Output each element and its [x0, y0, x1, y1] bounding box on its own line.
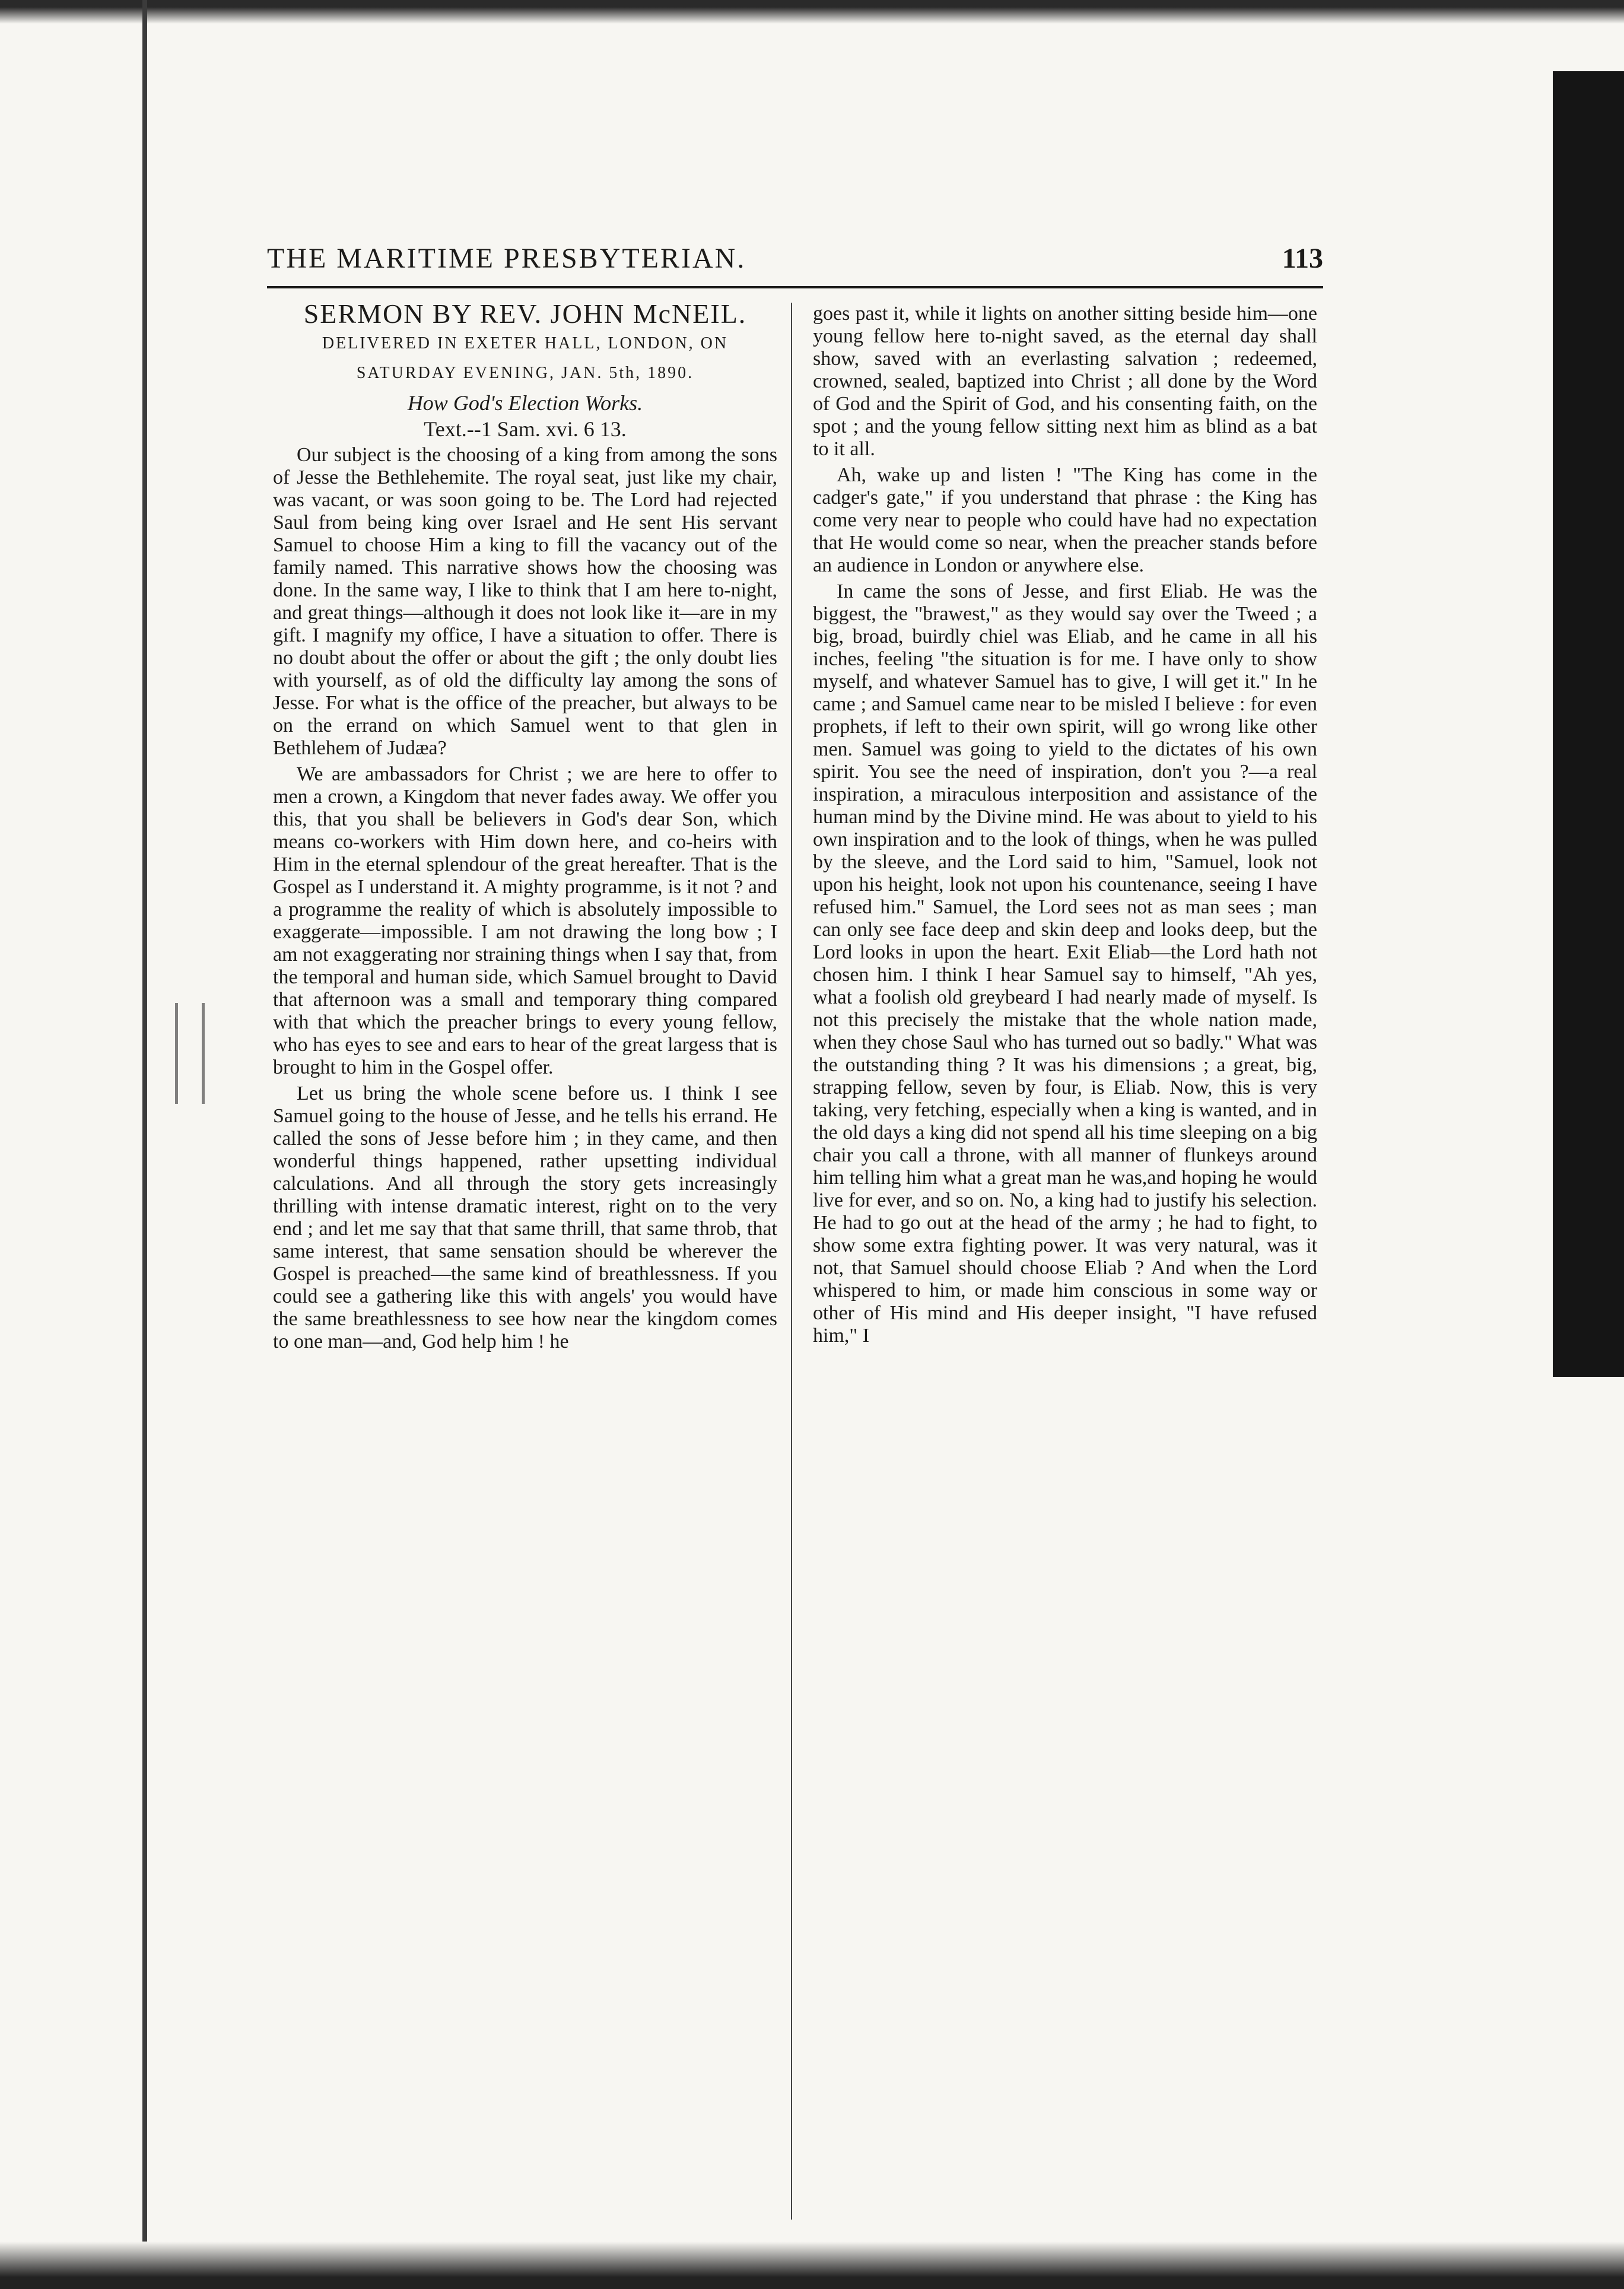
- paragraph: Let us bring the whole scene before us. I think I see Samuel going to the house of Jesse, and he tells his errand. He called the sons of Jesse before him ; in they came, and then wonderful things happened, rather upsetting individual calculations. And all through the story gets increasingly thrilling with intense dramatic interest, right on to the very end ; and let me say that that same thrill, that same throb, that same interest, that same sensation should be wherever the Gospel is preached—the same kind of breathlessness. If you could see a gathering like this with angels' you would have the same breathlessness to see how near the kingdom comes to one man—and, God help him ! he: [273, 1082, 777, 1353]
- scan-edge-bottom: [0, 2242, 1624, 2289]
- article-title: SERMON BY REV. JOHN McNEIL.: [303, 303, 747, 329]
- paragraph: Our subject is the choosing of a king from among the sons of Jesse the Bethlehemite. The royal seat, just like my chair, was vacant, or was soon going to be. The Lord had rejected Saul from being king over Israel and He sent His servant Samuel to choose Him a king to fill the vacancy out of the family named. This narrative shows how the choosing was done. In the same way, I like to think that I am here to-night, and great things—although it does not look like it—are in my gift. I magnify my office, I have a situation to offer. There is no doubt about the offer or about the gift ; the only doubt lies with yourself, as of old the difficulty lay among the sons of Jesse. For what is the office of the preacher, but always to be on the errand on which Samuel went to that glen in Bethlehem of Judæa?: [273, 444, 777, 759]
- column-divider: [791, 303, 792, 2220]
- journal-title: THE MARITIME PRESBYTERIAN.: [267, 242, 746, 274]
- paragraph: In came the sons of Jesse, and first Eliab. He was the biggest, the "brawest," as they would say over the Tweed ; a big, broad, buirdly chiel was Eliab, and he came in all his inches, feeling "the situation is for me. I have only to show myself, and whatever Samuel has to give, I will get it." In he came ; and Samuel came near to be misled I believe : for even prophets, if left to their own spirit, will go wrong like other men. Samuel was going to yield to the dictates of his own spirit. You see the need of inspiration, don't you ?—a real inspiration, a miraculous interposition and assistance of the human mind by the Divine mind. He was about to yield to his own inspiration and to the look of things, when he was pulled by the sleeve, and the Lord said to him, "Samuel, look not upon his height, look not upon his countenance, seeing I have refused him." Samuel, the Lord sees not as man sees ; man can only see face deep and skin deep and looks deep, but the Lord looks in upon the heart. Exit Eliab—the Lord hath not chosen him. I think I hear Samuel say to himself, "Ah yes, what a foolish old greybeard I had nearly made of myself. Is not this precisely the mistake that the whole nation made, when they chose Saul who has turned out so badly." What was the outstanding thing ? It was his dimensions ; a great, big, strapping fellow, seven by four, is Eliab. Now, this is very taking, very fetching, especially when a king is wanted, and in the old days a king did not spend all his time sleeping on a big chair you call a throne, with all manner of flunkeys around him telling him what a great man he was,and hoping he would live for ever, and so on. No, a king had to justify his selection. He had to go out at the head of the army ; he had to fight, to show some extra fighting power. It was very natural, was it not, that Samuel should choose Eliab ? And when the Lord whispered to him, or made him conscious in some way or other of His mind and His deeper insight, "I have refused him," I: [813, 580, 1317, 1347]
- paragraph: goes past it, while it lights on another sitting beside him—one young fellow here to-night saved, as the eternal day shall show, saved with an everlasting salvation ; redeemed, crowned, sealed, baptized into Christ ; all done by the Word of God and the Spirit of God, and his consenting faith, on the spot ; and the young fellow sitting next him as blind as a bat to it all.: [813, 303, 1317, 460]
- scan-edge-top: [0, 0, 1624, 24]
- scripture-reference: Text.--1 Sam. xvi. 6 13.: [424, 417, 627, 441]
- paragraph: We are ambassadors for Christ ; we are here to offer to men a crown, a Kingdom that never fades away. We offer you this, that you shall be believers in God's dear Son, which means co-workers with Him down here, and co-heirs with Him in the eternal splendour of the great hereafter. That is the Gospel as I understand it. A mighty programme, is it not ? and a programme the reality of which is absolutely impossible to exaggerate—impossible. I am not drawing the long bow ; I am not exaggerating nor straining things when I say that, from the temporal and human side, which Samuel brought to David that afternoon was a small and temporary thing compared with that which the preacher brings to every young fellow, who has eyes to see and ears to hear of the great largess that is brought to him in the Gospel offer.: [273, 763, 777, 1078]
- article-delivered-line: DELIVERED IN EXETER HALL, LONDON, ON SATURDAY EVENING, JAN. 5th, 1890.: [322, 334, 729, 382]
- paragraph: Ah, wake up and listen ! "The King has come in the cadger's gate," if you understand that phrase : the King has come very near to people who could have had no expectation that He would come so near, when the preacher stands before an audience in London or anywhere else.: [813, 464, 1317, 576]
- header-rule: [267, 286, 1323, 288]
- scan-edge-right: [1553, 71, 1624, 1377]
- scan-edge-left: [142, 0, 147, 2289]
- marginal-bracket-mark: [175, 1003, 205, 1104]
- page-header: [267, 234, 1323, 282]
- article-subtitle: How God's Election Works.: [407, 391, 643, 415]
- page-number: 113: [1282, 242, 1323, 274]
- right-column: [813, 303, 1317, 2225]
- left-column: [273, 303, 777, 2225]
